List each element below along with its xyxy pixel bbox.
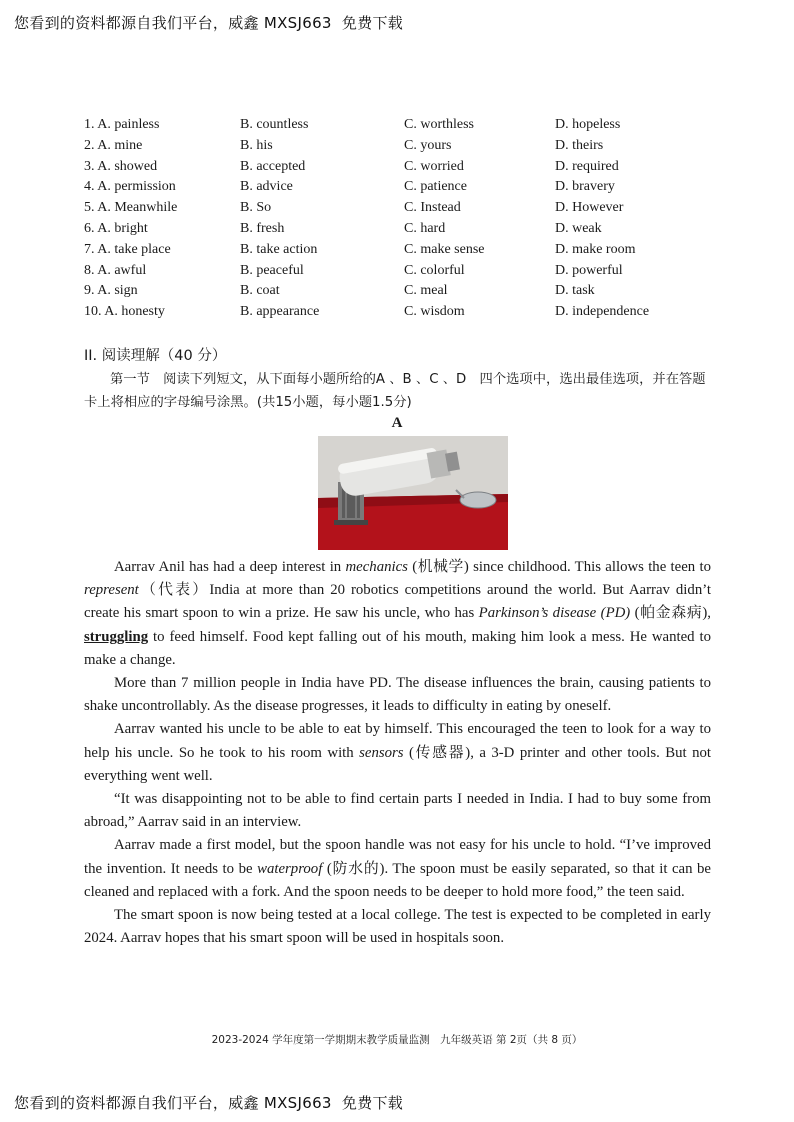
option-c: C. hard <box>404 220 446 236</box>
option-c: C. worthless <box>404 117 474 132</box>
option-d: D. powerful <box>555 262 623 278</box>
option-b: B. appearance <box>240 304 320 320</box>
options-row <box>84 136 704 157</box>
options-row <box>84 157 704 178</box>
option-c: C. worried <box>404 158 464 174</box>
option-b: B. accepted <box>240 158 306 174</box>
option-b: B. So <box>240 200 272 216</box>
underlined-word: struggling <box>84 628 149 645</box>
option-a: 7. A. take place <box>84 241 171 257</box>
option-a: 6. A. bright <box>84 220 148 236</box>
option-a: 2. A. mine <box>84 137 143 153</box>
passage-paragraph: Aarrav wanted his uncle to be able to eat by himself. This encouraged the teen to look for a way to help his uncle. So he took to his room with sensors (传感器), a 3-D printer and other tools. But not everything went well. <box>84 721 711 784</box>
option-d: D. independence <box>555 304 650 320</box>
bottom-watermark-banner: 您看到的资料都源自我们平台，威鑫 MXSJ663 免费下载 <box>14 1094 404 1112</box>
option-c: C. make sense <box>404 241 485 257</box>
passage-paragraph: Aarrav made a first model, but the spoon handle was not easy for his uncle to hold. “I’ve improved the invention. It needs to be waterproof (防水的). The spoon must be easily separated, so that it can be cleaned and replaced with a fork. And the spoon needs to be deeper to hold more food,” the teen said. <box>84 837 712 900</box>
option-b: B. coat <box>240 283 280 299</box>
smart-spoon-photo <box>318 436 508 550</box>
option-a: 1. A. painless <box>84 117 160 132</box>
option-b: B. fresh <box>240 220 285 236</box>
option-d: D. weak <box>555 220 602 236</box>
options-row <box>84 115 704 136</box>
passage-paragraph: Aarrav Anil has had a deep interest in mechanics (机械学) since childhood. This allows the teen to represent（代表）India at more than 20 robotics competitions around the world. But Aarrav didn’t create his smart spoon to win a prize. He saw his uncle, who has Parkinson’s disease (PD) (帕金森病), struggling to feed himself. Food kept falling out of his mouth, making him look a mess. He wanted to make a change. <box>84 559 711 668</box>
options-row <box>84 240 704 261</box>
option-c: C. wisdom <box>404 304 465 320</box>
option-b: B. countless <box>240 117 309 132</box>
option-d: D. bravery <box>555 179 615 195</box>
reading-passage-a <box>84 556 711 950</box>
option-d: D. theirs <box>555 137 604 153</box>
option-d: D. make room <box>555 241 636 257</box>
option-a: 5. A. Meanwhile <box>84 200 178 216</box>
option-b: B. his <box>240 137 273 153</box>
top-watermark-banner: 您看到的资料都源自我们平台，威鑫 MXSJ663 免费下载 <box>14 14 404 32</box>
page-footer: 2023-2024 学年度第一学期期末教学质量监测 九年级英语 第 2页（共 8 页） <box>211 1034 583 1046</box>
option-a: 4. A. permission <box>84 179 176 195</box>
option-a: 8. A. awful <box>84 262 147 278</box>
options-row <box>84 261 704 282</box>
option-b: B. peaceful <box>240 262 304 278</box>
passage-paragraph: The smart spoon is now being tested at a local college. The test is expected to be completed in early 2024. Aarrav hopes that his smart spoon will be used in hospitals soon. <box>84 907 711 947</box>
section-title: II. 阅读理解（40 分） <box>84 348 227 364</box>
option-a: 10. A. honesty <box>84 304 165 320</box>
option-d: D. required <box>555 158 619 174</box>
options-row <box>84 219 704 240</box>
option-a: 9. A. sign <box>84 283 138 299</box>
option-c: C. Instead <box>404 200 461 216</box>
options-row <box>84 177 704 198</box>
option-d: D. task <box>555 283 595 299</box>
option-d: D. hopeless <box>555 117 621 132</box>
option-c: C. colorful <box>404 262 465 278</box>
passage-paragraph: More than 7 million people in India have PD. The disease influences the brain, causing patients to shake uncontrollably. As the disease progresses, it leads to difficulty in eating by oneself. <box>84 675 711 715</box>
cloze-options-table <box>84 115 704 323</box>
option-c: C. meal <box>404 283 448 299</box>
passage-label: A <box>391 415 403 431</box>
section-instructions: 第一节 阅读下列短文，从下面每小题所给的A 、B 、C 、D 四个选项中，选出最佳选项，并在答题卡上将相应的字母编号涂黑。(共15小题，每小题1.5分) <box>84 372 706 410</box>
options-row <box>84 302 704 323</box>
option-d: D. However <box>555 200 624 216</box>
passage-paragraph: “It was disappointing not to be able to find certain parts I needed in India. I had to buy some from abroad,” Aarrav said in an interview. <box>84 791 711 831</box>
option-b: B. advice <box>240 179 293 195</box>
option-c: C. yours <box>404 137 452 153</box>
option-c: C. patience <box>404 179 467 195</box>
options-row <box>84 198 704 219</box>
option-a: 3. A. showed <box>84 158 158 174</box>
option-b: B. take action <box>240 241 318 257</box>
options-row <box>84 281 704 302</box>
